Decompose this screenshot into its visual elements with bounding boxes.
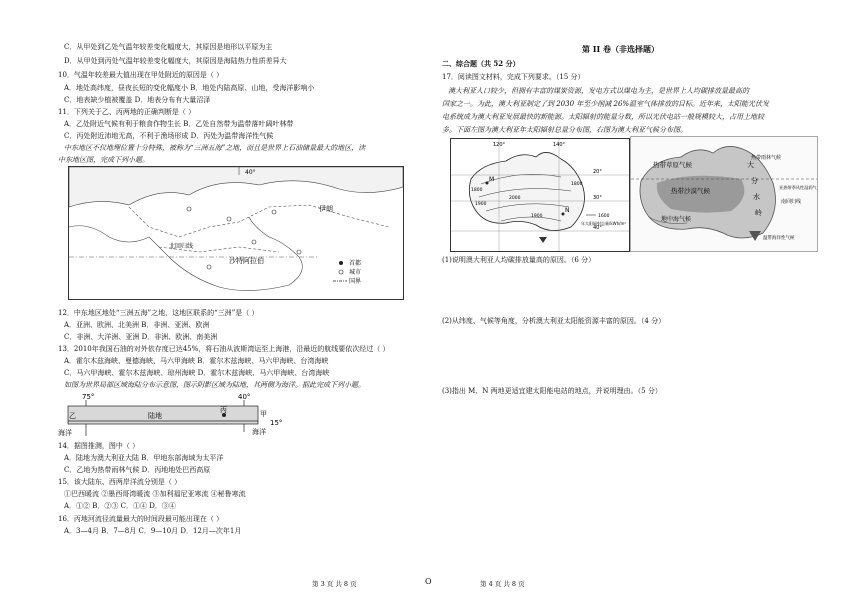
strip-yi: 乙 xyxy=(69,412,76,420)
map-label-tropic: 北回归线 xyxy=(169,243,194,250)
q15-stem: 15．该大陆东、西两岸洋流分别是（ ） xyxy=(58,478,182,486)
australia-radiation-map xyxy=(450,138,630,252)
rad-lat-40: 40° xyxy=(593,225,602,231)
q17-para-1: 澳大利亚人口较少，但拥有丰富的煤炭资源，发电方式以煤电为主，是世界上人均碳排放量最高的 xyxy=(448,87,749,95)
iso-2000: 2000 xyxy=(509,196,521,201)
q17-part-2: (2)从纬度、气候等角度，分析澳大利亚太阳能资源丰富的原因。（4 分） xyxy=(442,317,666,325)
q13-options-cd: C．马六甲海峡、霍尔木兹海峡、琼州海峡 D．霍尔木兹海峡、马六甲海峡、台湾海峡 xyxy=(64,369,330,377)
q14-stem: 14．据图推测，图中（ ） xyxy=(58,442,140,450)
iso-1600-legend: 1600 xyxy=(598,214,610,219)
footer-right-page-number: 第 4 页 共 8 页 xyxy=(480,580,525,588)
q17-para-4: 多。下面左图为澳大利亚年太阳辐射总量分布图，右图为澳大利亚气候分布图。 xyxy=(442,126,687,134)
q9-option-d: D．从甲处到丙处气温年较差变化幅度大，其原因是海陆热力性质差异大 xyxy=(64,57,287,65)
strip-lon-75: 75° xyxy=(82,393,95,401)
climate-map-drawing xyxy=(631,137,817,251)
q14-options-ab: A．陆地为澳大利亚大陆 B．甲地东部海域为太平洋 xyxy=(64,454,224,462)
divide-char-1: 大 xyxy=(747,161,754,169)
middle-east-map-drawing xyxy=(69,167,403,299)
q15-choices: ①巴西暖流 ②墨西哥湾暖流 ③加利福尼亚寒流 ④秘鲁寒流 xyxy=(64,490,246,498)
radiation-map-drawing xyxy=(451,139,629,251)
strip-lon-40: 40° xyxy=(238,393,251,401)
middle-east-map xyxy=(68,166,404,300)
divide-char-2: 分 xyxy=(751,177,758,185)
section-title: 第 II 卷（非选择题） xyxy=(582,44,660,54)
map-label-saudi: 沙特阿拉伯 xyxy=(229,257,264,265)
strip-ocean-right: 海洋 xyxy=(252,428,266,436)
strip-land: 陆地 xyxy=(148,412,162,420)
section-subtitle: 二、综合题（共 52 分） xyxy=(442,59,520,68)
rad-lat-20: 20° xyxy=(593,169,602,175)
legend-border: 国界 xyxy=(349,278,362,285)
iso-1800a: 1800 xyxy=(471,188,483,193)
q9-option-c: C．从甲处到乙处气温年较差变化幅度大，其原因是地形以平原为主 xyxy=(64,43,273,51)
strip-ocean-left: 海洋 xyxy=(58,429,72,437)
map-lat-label: 40° xyxy=(245,169,256,176)
legend-city: 城市 xyxy=(349,269,362,276)
q17-para-3: 电系统成为澳大利亚发展最快的新能源。太阳辐射的能量分数，所以光伏电站一般规模较大，占用土地较 xyxy=(442,113,764,121)
climate-mediterranean: 地中海气候 xyxy=(661,216,692,223)
q10-options-ab: A．地处高纬度，昼夜长短的变化幅度小 B．地处内陆高原、山地，受海洋影响小 xyxy=(64,84,315,92)
strip-jia: 甲 xyxy=(260,410,267,418)
tropic-of-capricorn: 南回归线 xyxy=(781,199,802,205)
q13-stem: 13．2010年我国石油的对外依存度已达45%，将石油从波斯湾运至上海港，沿最近的航线要依次经过（ ） xyxy=(58,345,390,353)
point-m: M xyxy=(489,176,495,183)
q12-stem: 12．中东地区地处“三洲五海”之地，这地区联系的“三洲”是（ ） xyxy=(58,309,259,317)
climate-subtropical: 亚热带季风性湿润气候 xyxy=(779,185,817,190)
q11-options-cd: C．丙处附近沛地无高，不利于渔场形成 D．丙处为温带海洋性气候 xyxy=(64,132,274,140)
rad-lon-120: 120° xyxy=(493,142,506,148)
q12-options-cd: C．非洲、大洋洲、亚洲 D．非洲、欧洲、南美洲 xyxy=(64,333,218,341)
climate-savanna: 热带草原气候 xyxy=(653,161,692,169)
q13-options-ab: A．霍尔木兹海峡、曼德海峡、马六甲海峡 B．霍尔木兹海峡、马六甲海峡、台湾海峡 xyxy=(64,357,329,365)
q15-options: A．①② B．②③ C．①④ D．③④ xyxy=(64,502,176,510)
q17-part-1: (1)说明澳大利亚人均碳排放量高的原因。（6 分） xyxy=(442,256,596,264)
q16-options: A．3—4月 B．7—8月 C．9—10月 D．12月—次年1月 xyxy=(64,527,242,535)
climate-oceanic: 温带海洋性气候 xyxy=(763,236,795,241)
q17-para-2: 国家之一。为此，澳大利亚制定了到 2030 年至少削减 26%温室气体排放的目标。近年来，太阳能光伏发 xyxy=(442,100,770,108)
iso-1900b: 1900 xyxy=(531,214,543,219)
q12-options-ab: A．亚洲、欧洲、北美洲 B．非洲、亚洲、欧洲 xyxy=(64,321,210,329)
footer-fold-mark: O xyxy=(425,577,432,586)
q11-options-ab: A．乙处附近气候有利于粮食作物生长 B．乙处自然带为温带落叶阔叶林带 xyxy=(64,120,294,128)
map-label-iran: 伊朗 xyxy=(319,205,333,213)
middle-east-intro-2: 中东地区图，完成下列小题。 xyxy=(58,156,149,164)
radiation-legend: 年太阳辐射总量/kWh/m² xyxy=(581,221,627,226)
legend-capital: 首都 xyxy=(349,260,362,267)
q17-part-3: (3)指出 M、N 两地更适宜建太阳能电站的地点，并说明理由。（5 分） xyxy=(442,387,662,395)
strip-bing: 丙 xyxy=(220,406,227,414)
footer-left-page-number: 第 3 页 共 8 页 xyxy=(312,580,357,588)
strip-intro: 如图为世界局部区域海陆分布示意图，图示阴影区域为陆地，其两侧为海洋。据此完成下列小题。 xyxy=(64,381,365,389)
divide-char-4: 岭 xyxy=(755,209,762,217)
q10-options-cd: C．地表缺少植被覆盖 D．地表分布有大量沼泽 xyxy=(64,96,211,104)
strip-lat-15: 15° xyxy=(270,419,283,427)
rad-lat-30: 30° xyxy=(593,195,602,201)
right-page xyxy=(442,0,825,596)
q10-stem: 10．气温年较差最大值出现在甲处附近的原因是（ ） xyxy=(58,71,224,79)
climate-rainforest: 热带雨林气候 xyxy=(751,155,782,161)
australia-climate-map xyxy=(630,136,818,252)
q16-stem: 16．丙地河流径流量最大的时间段最可能出现在（ ） xyxy=(58,515,224,523)
q14-options-cd: C．乙地为热带雨林气候 D．丙地地处巴西高原 xyxy=(64,466,211,474)
left-page xyxy=(58,0,430,596)
q17-stem: 17．阅读图文材料，完成下列要求。（15 分） xyxy=(442,73,585,81)
divide-char-3: 水 xyxy=(753,193,760,201)
point-n: N xyxy=(565,207,570,214)
iso-1900a: 1900 xyxy=(475,202,487,207)
land-sea-strip-diagram xyxy=(58,392,298,438)
rad-lon-140: 140° xyxy=(553,142,566,148)
iso-1800b: 1800 xyxy=(571,182,583,187)
middle-east-intro-1: 中东地区不仅地理位置十分特殊，被称为“三洲五海”之地，而且是世界上石油储量最大的地区，读 xyxy=(64,144,366,152)
q11-stem: 11．下列关于乙、丙两地的正确判断是（ ） xyxy=(58,108,196,116)
climate-desert: 热带沙漠气候 xyxy=(671,187,710,195)
